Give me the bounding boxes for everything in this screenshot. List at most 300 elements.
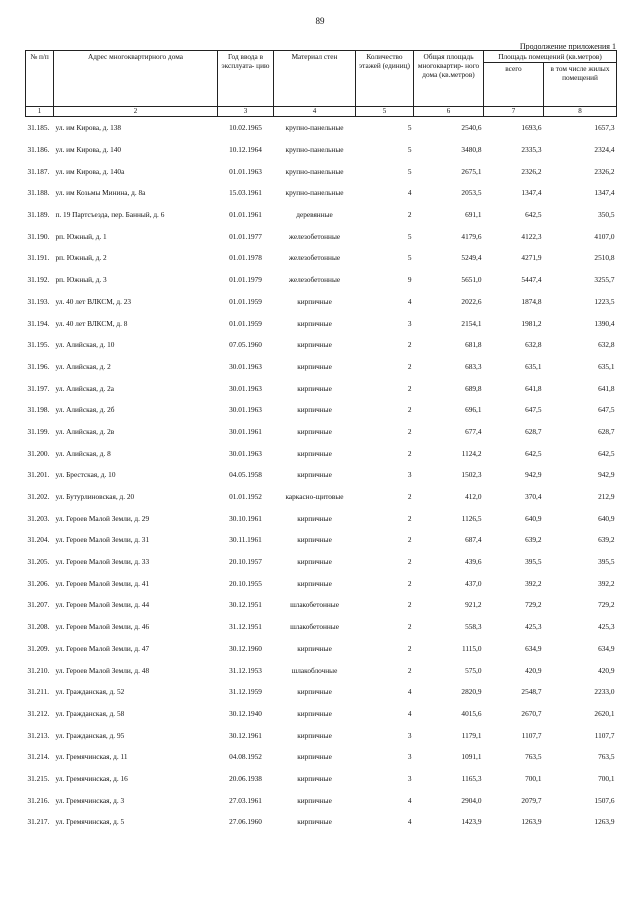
table-row — [26, 551, 617, 573]
row-premises-living: 212,9 — [598, 492, 615, 502]
row-premises-all: 1693,6 — [521, 123, 542, 133]
row-floors: 5 — [407, 166, 412, 176]
table-row — [26, 681, 617, 703]
row-premises-living: 1223,5 — [594, 296, 615, 306]
row-premises-all: 1263,9 — [521, 817, 542, 827]
row-material: кирпичные — [297, 296, 332, 306]
row-floors: 2 — [407, 535, 412, 545]
row-address: ул. Героев Малой Земли, д. 41 — [55, 578, 150, 588]
row-total-area: 3480,8 — [461, 145, 482, 155]
row-premises-living: 2233,0 — [594, 687, 615, 697]
row-floors: 2 — [407, 513, 412, 523]
row-premises-living: 392,2 — [598, 578, 615, 588]
row-number: 31.200. — [27, 448, 50, 458]
row-premises-living: 2510,8 — [594, 253, 615, 263]
row-number: 31.209. — [27, 643, 50, 653]
row-floors: 3 — [407, 470, 412, 480]
row-material: крупно-панельные — [285, 123, 344, 133]
column-number: 8 — [544, 107, 617, 117]
row-premises-all: 2335,3 — [521, 145, 542, 155]
header-year: Год ввода в эксплуата- цию — [218, 51, 274, 107]
row-floors: 2 — [407, 578, 412, 588]
header-floors: Количество этажей (единиц) — [356, 51, 414, 107]
table-row — [26, 247, 617, 269]
row-address: ул. Героев Малой Земли, д. 46 — [55, 622, 150, 632]
table-row — [26, 486, 617, 508]
row-material: железобетонные — [288, 231, 341, 241]
row-total-area: 2540,6 — [461, 123, 482, 133]
row-total-area: 2904,0 — [461, 795, 482, 805]
row-floors: 2 — [407, 426, 412, 436]
row-floors: 2 — [407, 361, 412, 371]
row-material: деревянные — [296, 210, 333, 220]
row-number: 31.190. — [27, 231, 50, 241]
row-material: кирпичные — [297, 817, 332, 827]
row-address: ул. Гражданская, д. 52 — [55, 687, 125, 697]
row-premises-all: 700,1 — [525, 773, 542, 783]
row-year: 01.01.1979 — [229, 275, 262, 285]
row-number: 31.202. — [27, 492, 50, 502]
row-material: кирпичные — [297, 578, 332, 588]
row-year: 30.01.1963 — [229, 405, 262, 415]
row-total-area: 4015,6 — [461, 708, 482, 718]
row-floors: 5 — [407, 231, 412, 241]
row-total-area: 677,4 — [465, 426, 482, 436]
row-floors: 2 — [407, 405, 412, 415]
row-total-area: 1091,1 — [461, 752, 482, 762]
row-material: железобетонные — [288, 275, 341, 285]
row-premises-living: 420,9 — [598, 665, 615, 675]
row-address: ул. Гремячинская, д. 3 — [55, 795, 125, 805]
table-row — [26, 204, 617, 226]
row-material: кирпичные — [297, 318, 332, 328]
row-premises-all: 2326,2 — [521, 166, 542, 176]
row-address: ул. им Козьмы Минина, д. 8а — [55, 188, 146, 198]
housing-registry-table — [25, 50, 617, 833]
row-material: кирпичные — [297, 730, 332, 740]
row-total-area: 2675,1 — [461, 166, 482, 176]
row-material: кирпичные — [297, 643, 332, 653]
row-floors: 3 — [407, 773, 412, 783]
row-premises-all: 425,3 — [525, 622, 542, 632]
row-number: 31.197. — [27, 383, 50, 393]
row-total-area: 575,0 — [465, 665, 482, 675]
row-year: 27.03.1961 — [229, 795, 262, 805]
row-year: 20.10.1957 — [229, 557, 262, 567]
row-material: кирпичные — [297, 752, 332, 762]
row-year: 01.01.1978 — [229, 253, 262, 263]
row-year: 27.06.1960 — [229, 817, 262, 827]
row-year: 04.05.1958 — [229, 470, 262, 480]
row-address: ул. Героев Малой Земли, д. 47 — [55, 643, 150, 653]
row-year: 01.01.1977 — [229, 231, 262, 241]
header-num: № п/п — [26, 51, 54, 107]
row-premises-living: 395,5 — [598, 557, 615, 567]
table-row — [26, 464, 617, 486]
table-row — [26, 703, 617, 725]
table-row — [26, 160, 617, 182]
column-number: 1 — [26, 107, 54, 117]
row-year: 30.11.1961 — [229, 535, 262, 545]
row-number: 31.203. — [27, 513, 50, 523]
row-total-area: 1502,3 — [461, 470, 482, 480]
row-number: 31.206. — [27, 578, 50, 588]
table-row — [26, 572, 617, 594]
row-address: ул. 40 лет ВЛКСМ, д. 8 — [55, 318, 128, 328]
row-premises-all: 641,8 — [525, 383, 542, 393]
table-row — [26, 421, 617, 443]
row-year: 15.03.1961 — [229, 188, 262, 198]
row-premises-all: 635,1 — [525, 361, 542, 371]
header-premises-living: в том числе жилых помещений — [544, 63, 617, 107]
row-floors: 2 — [407, 665, 412, 675]
row-premises-all: 634,9 — [525, 643, 542, 653]
row-premises-all: 2670,7 — [521, 708, 542, 718]
row-address: ул. Героев Малой Земли, д. 33 — [55, 557, 150, 567]
header-material: Материал стен — [274, 51, 356, 107]
row-floors: 9 — [407, 275, 412, 285]
row-number: 31.205. — [27, 557, 50, 567]
row-premises-living: 700,1 — [598, 773, 615, 783]
row-floors: 4 — [407, 188, 412, 198]
row-floors: 2 — [407, 210, 412, 220]
row-year: 30.01.1963 — [229, 361, 262, 371]
row-number: 31.188. — [27, 188, 50, 198]
table-row — [26, 507, 617, 529]
row-premises-all: 642,5 — [525, 448, 542, 458]
row-year: 30.10.1961 — [229, 513, 262, 523]
row-floors: 5 — [407, 253, 412, 263]
table-row — [26, 724, 617, 746]
row-premises-living: 729,2 — [598, 600, 615, 610]
row-total-area: 696,1 — [465, 405, 482, 415]
row-floors: 2 — [407, 492, 412, 502]
row-year: 01.01.1963 — [229, 166, 262, 176]
row-number: 31.210. — [27, 665, 50, 675]
row-floors: 5 — [407, 145, 412, 155]
row-address: ул. Героев Малой Земли, д. 44 — [55, 600, 150, 610]
row-premises-all: 5447,4 — [521, 275, 542, 285]
row-address: ул. Алийская, д. 2а — [55, 383, 115, 393]
row-number: 31.207. — [27, 600, 50, 610]
row-address: ул. Алийская, д. 2 — [55, 361, 111, 371]
table-row — [26, 117, 617, 139]
row-year: 30.01.1963 — [229, 383, 262, 393]
row-premises-living: 1390,4 — [594, 318, 615, 328]
row-year: 01.01.1952 — [229, 492, 262, 502]
row-material: крупно-панельные — [285, 188, 344, 198]
row-address: рп. Южный, д. 3 — [55, 275, 107, 285]
row-material: кирпичные — [297, 405, 332, 415]
table-row — [26, 529, 617, 551]
row-address: ул. Алийская, д. 10 — [55, 340, 115, 350]
row-premises-living: 641,8 — [598, 383, 615, 393]
column-number: 4 — [274, 107, 356, 117]
table-row — [26, 789, 617, 811]
row-floors: 2 — [407, 340, 412, 350]
row-premises-living: 647,5 — [598, 405, 615, 415]
row-number: 31.195. — [27, 340, 50, 350]
row-premises-all: 2079,7 — [521, 795, 542, 805]
table-row — [26, 399, 617, 421]
header-premises-all: всего — [484, 63, 544, 107]
row-premises-all: 370,4 — [525, 492, 542, 502]
row-address: ул. им Кирова, д. 140а — [55, 166, 125, 176]
row-material: кирпичные — [297, 361, 332, 371]
row-floors: 4 — [407, 296, 412, 306]
row-number: 31.194. — [27, 318, 50, 328]
row-floors: 3 — [407, 752, 412, 762]
row-premises-all: 640,9 — [525, 513, 542, 523]
row-material: кирпичные — [297, 535, 332, 545]
row-total-area: 439,6 — [465, 557, 482, 567]
row-address: рп. Южный, д. 1 — [55, 231, 107, 241]
row-total-area: 691,1 — [465, 210, 482, 220]
row-material: железобетонные — [288, 253, 341, 263]
row-year: 30.01.1963 — [229, 448, 262, 458]
row-premises-living: 1657,3 — [594, 123, 615, 133]
row-total-area: 558,3 — [465, 622, 482, 632]
row-total-area: 412,0 — [465, 492, 482, 502]
row-total-area: 1179,1 — [461, 730, 482, 740]
row-number: 31.214. — [27, 752, 50, 762]
row-premises-all: 392,2 — [525, 578, 542, 588]
row-floors: 4 — [407, 817, 412, 827]
header-address: Адрес многоквартирного дома — [54, 51, 218, 107]
row-material: кирпичные — [297, 513, 332, 523]
row-floors: 2 — [407, 448, 412, 458]
row-premises-living: 2620,1 — [594, 708, 615, 718]
row-premises-all: 2548,7 — [521, 687, 542, 697]
row-number: 31.212. — [27, 708, 50, 718]
row-floors: 2 — [407, 557, 412, 567]
row-address: ул. Гремячинская, д. 16 — [55, 773, 128, 783]
row-year: 20.10.1955 — [229, 578, 262, 588]
row-total-area: 1423,9 — [461, 817, 482, 827]
header-total-area: Общая площадь многоквартир- ного дома (кв.метров) — [414, 51, 484, 107]
row-year: 07.05.1960 — [229, 340, 262, 350]
row-floors: 2 — [407, 622, 412, 632]
row-address: ул. Алийская, д. 8 — [55, 448, 111, 458]
table-row — [26, 334, 617, 356]
row-premises-all: 642,5 — [525, 210, 542, 220]
row-premises-living: 1507,6 — [594, 795, 615, 805]
row-year: 30.12.1940 — [229, 708, 262, 718]
table-row — [26, 356, 617, 378]
row-number: 31.211. — [27, 687, 50, 697]
table-row — [26, 616, 617, 638]
row-address: ул. Героев Малой Земли, д. 48 — [55, 665, 150, 675]
row-number: 31.193. — [27, 296, 50, 306]
row-material: кирпичные — [297, 383, 332, 393]
row-number: 31.186. — [27, 145, 50, 155]
row-floors: 3 — [407, 730, 412, 740]
row-address: ул. Брестская, д. 10 — [55, 470, 116, 480]
row-premises-living: 763,5 — [598, 752, 615, 762]
row-premises-all: 628,7 — [525, 426, 542, 436]
row-floors: 5 — [407, 123, 412, 133]
table-row — [26, 377, 617, 399]
row-premises-living: 635,1 — [598, 361, 615, 371]
column-number: 5 — [356, 107, 414, 117]
row-premises-living: 1263,9 — [594, 817, 615, 827]
column-number: 2 — [54, 107, 218, 117]
row-address: п. 19 Партсъезда, пер. Банный, д. 6 — [55, 210, 165, 220]
row-material: шлакоблочные — [291, 665, 338, 675]
row-material: кирпичные — [297, 795, 332, 805]
row-number: 31.191. — [27, 253, 50, 263]
row-year: 10.12.1964 — [229, 145, 262, 155]
row-premises-all: 1347,4 — [521, 188, 542, 198]
row-material: кирпичные — [297, 470, 332, 480]
row-premises-all: 1107,7 — [521, 730, 542, 740]
header-premises-area: Площадь помещений (кв.метров) — [484, 51, 617, 63]
row-year: 30.12.1960 — [229, 643, 262, 653]
row-number: 31.201. — [27, 470, 50, 480]
row-total-area: 1124,2 — [461, 448, 482, 458]
row-address: ул. им Кирова, д. 138 — [55, 123, 122, 133]
row-total-area: 4179,6 — [461, 231, 482, 241]
row-floors: 4 — [407, 687, 412, 697]
row-year: 31.12.1951 — [229, 622, 262, 632]
row-premises-living: 640,9 — [598, 513, 615, 523]
row-premises-all: 4122,3 — [521, 231, 542, 241]
row-address: рп. Южный, д. 2 — [55, 253, 107, 263]
row-year: 01.01.1959 — [229, 296, 262, 306]
row-year: 20.06.1938 — [229, 773, 262, 783]
table-row — [26, 139, 617, 161]
row-address: ул. им Кирова, д. 140 — [55, 145, 122, 155]
table-row — [26, 225, 617, 247]
row-total-area: 1126,5 — [461, 513, 482, 523]
row-premises-living: 425,3 — [598, 622, 615, 632]
row-premises-all: 632,8 — [525, 340, 542, 350]
row-total-area: 681,8 — [465, 340, 482, 350]
row-material: шлакобетонные — [290, 622, 339, 632]
row-year: 30.12.1951 — [229, 600, 262, 610]
table-row — [26, 768, 617, 790]
row-premises-living: 3255,7 — [594, 275, 615, 285]
table-row — [26, 811, 617, 833]
row-address: ул. 40 лет ВЛКСМ, д. 23 — [55, 296, 132, 306]
row-material: шлакобетонные — [290, 600, 339, 610]
row-total-area: 2820,9 — [461, 687, 482, 697]
row-total-area: 2154,1 — [461, 318, 482, 328]
row-number: 31.199. — [27, 426, 50, 436]
row-material: кирпичные — [297, 687, 332, 697]
row-year: 10.02.1965 — [229, 123, 262, 133]
row-premises-living: 1347,4 — [594, 188, 615, 198]
row-number: 31.192. — [27, 275, 50, 285]
row-address: ул. Гражданская, д. 95 — [55, 730, 125, 740]
row-premises-living: 639,2 — [598, 535, 615, 545]
column-number: 7 — [484, 107, 544, 117]
row-material: кирпичные — [297, 448, 332, 458]
row-premises-living: 634,9 — [598, 643, 615, 653]
table-row — [26, 746, 617, 768]
row-address: ул. Героев Малой Земли, д. 29 — [55, 513, 150, 523]
row-premises-all: 942,9 — [525, 470, 542, 480]
row-total-area: 1115,0 — [461, 643, 482, 653]
table-header — [26, 51, 617, 117]
row-premises-living: 350,5 — [598, 210, 615, 220]
row-year: 04.08.1952 — [229, 752, 262, 762]
row-address: ул. Бутурлиновская, д. 20 — [55, 492, 135, 502]
row-premises-living: 4107,0 — [594, 231, 615, 241]
row-address: ул. Гремячинская, д. 5 — [55, 817, 125, 827]
row-floors: 3 — [407, 318, 412, 328]
table-row — [26, 291, 617, 313]
row-premises-all: 4271,9 — [521, 253, 542, 263]
row-total-area: 687,4 — [465, 535, 482, 545]
row-number: 31.187. — [27, 166, 50, 176]
column-number: 3 — [218, 107, 274, 117]
row-premises-living: 632,8 — [598, 340, 615, 350]
row-number: 31.204. — [27, 535, 50, 545]
row-address: ул. Алийская, д. 2в — [55, 426, 115, 436]
row-material: кирпичные — [297, 557, 332, 567]
page-number: 89 — [315, 16, 325, 26]
row-total-area: 921,2 — [465, 600, 482, 610]
column-number: 6 — [414, 107, 484, 117]
row-material: крупно-панельные — [285, 145, 344, 155]
row-floors: 2 — [407, 600, 412, 610]
row-number: 31.208. — [27, 622, 50, 632]
row-number: 31.185. — [27, 123, 50, 133]
table-row — [26, 659, 617, 681]
row-total-area: 5249,4 — [461, 253, 482, 263]
row-premises-living: 2324,4 — [594, 145, 615, 155]
row-premises-living: 2326,2 — [594, 166, 615, 176]
row-premises-living: 942,9 — [598, 470, 615, 480]
table-row — [26, 638, 617, 660]
row-address: ул. Гремячинская, д. 11 — [55, 752, 128, 762]
row-material: кирпичные — [297, 708, 332, 718]
row-material: каркасно-щитовые — [285, 492, 344, 502]
row-number: 31.217. — [27, 817, 50, 827]
table-row — [26, 594, 617, 616]
row-floors: 2 — [407, 643, 412, 653]
row-total-area: 1165,3 — [461, 773, 482, 783]
row-premises-living: 628,7 — [598, 426, 615, 436]
row-premises-living: 1107,7 — [594, 730, 615, 740]
row-total-area: 5651,0 — [461, 275, 482, 285]
table-row — [26, 269, 617, 291]
row-number: 31.189. — [27, 210, 50, 220]
row-address: ул. Гражданская, д. 58 — [55, 708, 125, 718]
row-year: 30.12.1961 — [229, 730, 262, 740]
row-number: 31.213. — [27, 730, 50, 740]
row-premises-all: 763,5 — [525, 752, 542, 762]
column-number-row — [26, 107, 617, 117]
row-total-area: 2053,5 — [461, 188, 482, 198]
row-premises-all: 647,5 — [525, 405, 542, 415]
row-floors: 2 — [407, 383, 412, 393]
row-total-area: 437,0 — [465, 578, 482, 588]
row-floors: 4 — [407, 795, 412, 805]
table-row — [26, 442, 617, 464]
table-row — [26, 312, 617, 334]
row-year: 31.12.1959 — [229, 687, 262, 697]
row-material: кирпичные — [297, 426, 332, 436]
row-premises-all: 1981,2 — [521, 318, 542, 328]
row-premises-all: 1874,8 — [521, 296, 542, 306]
row-premises-living: 642,5 — [598, 448, 615, 458]
row-address: ул. Героев Малой Земли, д. 31 — [55, 535, 150, 545]
row-premises-all: 420,9 — [525, 665, 542, 675]
row-material: крупно-панельные — [285, 166, 344, 176]
row-number: 31.215. — [27, 773, 50, 783]
